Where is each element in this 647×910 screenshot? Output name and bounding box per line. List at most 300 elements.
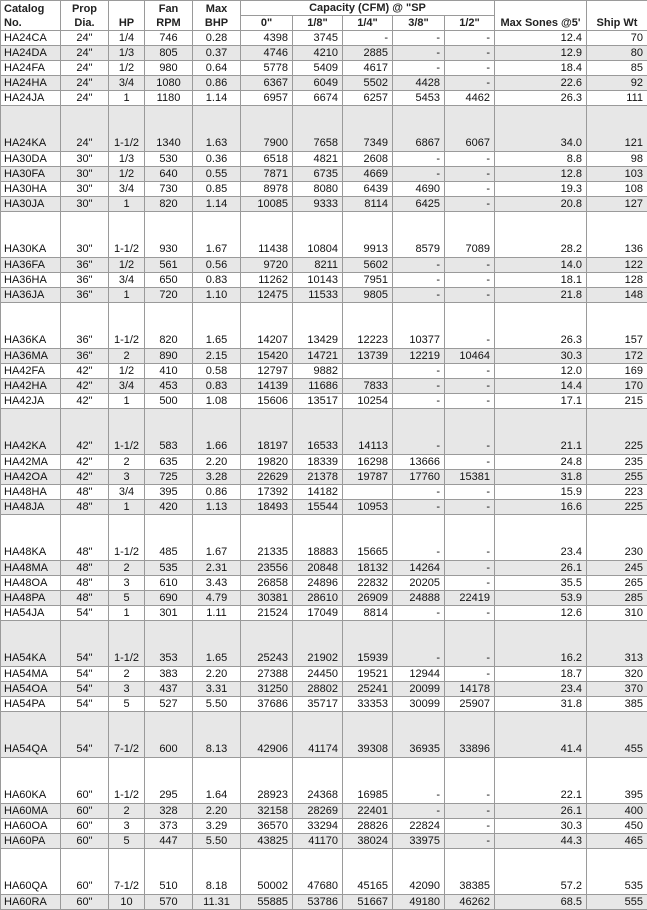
cfm-1-2-cell: - (445, 46, 495, 61)
cfm-1-4-cell: 45165 (343, 849, 393, 895)
max-bhp-cell: 1.66 (193, 409, 241, 455)
cfm-1-4-cell: 2885 (343, 46, 393, 61)
cfm-1-4-cell: 5602 (343, 258, 393, 273)
cfm-3-8-cell: 8579 (393, 212, 445, 258)
cfm-3-8-cell: - (393, 31, 445, 46)
catalog-cell: HA48MA (1, 561, 61, 576)
prop-dia-cell: 48" (61, 561, 109, 576)
cfm-3-8-cell: 5453 (393, 91, 445, 106)
fan-rpm-cell: 561 (145, 258, 193, 273)
table-row (1, 485, 647, 500)
max-bhp-cell: 8.13 (193, 712, 241, 758)
cfm-1-4-cell: 9805 (343, 288, 393, 303)
ship-wt-cell: 555 (587, 895, 647, 910)
max-bhp-cell: 5.50 (193, 834, 241, 849)
prop-dia-cell: 30" (61, 182, 109, 197)
max-bhp-cell: 2.15 (193, 349, 241, 364)
prop-dia-cell: 42" (61, 455, 109, 470)
table-row (1, 167, 647, 182)
cfm-1-2-cell: - (445, 273, 495, 288)
max-bhp-cell: 0.28 (193, 31, 241, 46)
max-sones-cell: 26.3 (495, 91, 587, 106)
cfm-1-8-cell: 53786 (293, 895, 343, 910)
cfm-0-cell: 30381 (241, 591, 293, 606)
hp-cell: 2 (109, 561, 145, 576)
ship-wt-cell: 370 (587, 682, 647, 697)
cfm-1-2-cell: 38385 (445, 849, 495, 895)
fan-rpm-cell: 1180 (145, 91, 193, 106)
fan-rpm-cell: 328 (145, 804, 193, 819)
max-bhp-cell: 11.31 (193, 895, 241, 910)
prop-dia-cell: 60" (61, 895, 109, 910)
table-row (1, 712, 647, 758)
table-row (1, 576, 647, 591)
table-row (1, 46, 647, 61)
fan-rpm-cell: 720 (145, 288, 193, 303)
cfm-0-cell: 50002 (241, 849, 293, 895)
fan-rpm-cell: 890 (145, 349, 193, 364)
cfm-1-8-cell: 10804 (293, 212, 343, 258)
cfm-1-2-cell: - (445, 288, 495, 303)
max-sones-cell: 16.2 (495, 621, 587, 667)
cfm-1-4-cell: 33353 (343, 697, 393, 712)
hp-cell: 1/2 (109, 167, 145, 182)
cfm-1-4-cell: 28826 (343, 819, 393, 834)
cfm-1-2-cell: - (445, 152, 495, 167)
fan-rpm-cell: 725 (145, 470, 193, 485)
ship-wt-cell: 310 (587, 606, 647, 621)
prop-dia-cell: 54" (61, 697, 109, 712)
max-bhp-cell: 1.63 (193, 106, 241, 152)
cfm-0-cell: 14207 (241, 303, 293, 349)
catalog-cell: HA30DA (1, 152, 61, 167)
hp-cell: 3 (109, 470, 145, 485)
cfm-3-8-cell: 33975 (393, 834, 445, 849)
catalog-cell: HA36FA (1, 258, 61, 273)
cfm-1-4-cell: 15665 (343, 515, 393, 561)
max-bhp-cell: 1.14 (193, 197, 241, 212)
hp-cell: 2 (109, 455, 145, 470)
prop-dia-cell: 36" (61, 288, 109, 303)
hp-cell: 1-1/2 (109, 621, 145, 667)
header-prop-dia: Prop Dia. (61, 1, 109, 31)
hp-cell: 1 (109, 197, 145, 212)
cfm-0-cell: 22629 (241, 470, 293, 485)
hp-cell: 1 (109, 500, 145, 515)
table-row (1, 61, 647, 76)
max-sones-cell: 21.1 (495, 409, 587, 455)
cfm-1-4-cell: 7951 (343, 273, 393, 288)
cfm-1-8-cell: 9333 (293, 197, 343, 212)
hp-cell: 1-1/2 (109, 106, 145, 152)
cfm-1-4-cell: 7833 (343, 379, 393, 394)
ship-wt-cell: 223 (587, 485, 647, 500)
catalog-cell: HA24DA (1, 46, 61, 61)
cfm-1-8-cell: 21378 (293, 470, 343, 485)
fan-rpm-cell: 535 (145, 561, 193, 576)
hp-cell: 5 (109, 834, 145, 849)
catalog-cell: HA60QA (1, 849, 61, 895)
cfm-1-4-cell: 10953 (343, 500, 393, 515)
fan-rpm-cell: 395 (145, 485, 193, 500)
cfm-0-cell: 6518 (241, 152, 293, 167)
prop-dia-cell: 48" (61, 500, 109, 515)
ship-wt-cell: 103 (587, 167, 647, 182)
ship-wt-cell: 127 (587, 197, 647, 212)
hp-cell: 3/4 (109, 273, 145, 288)
cfm-3-8-cell: - (393, 515, 445, 561)
max-sones-cell: 12.8 (495, 167, 587, 182)
hp-cell: 1 (109, 394, 145, 409)
cfm-3-8-cell: - (393, 273, 445, 288)
ship-wt-cell: 148 (587, 288, 647, 303)
ship-wt-cell: 169 (587, 364, 647, 379)
cfm-1-8-cell: 33294 (293, 819, 343, 834)
table-row (1, 895, 647, 910)
prop-dia-cell: 60" (61, 758, 109, 804)
hp-cell: 3/4 (109, 379, 145, 394)
fan-rpm-cell: 640 (145, 167, 193, 182)
catalog-cell: HA36MA (1, 349, 61, 364)
cfm-1-2-cell: - (445, 379, 495, 394)
hp-cell: 2 (109, 349, 145, 364)
cfm-1-4-cell: 22401 (343, 804, 393, 819)
cfm-3-8-cell: 13666 (393, 455, 445, 470)
prop-dia-cell: 24" (61, 31, 109, 46)
cfm-0-cell: 37686 (241, 697, 293, 712)
cfm-3-8-cell: - (393, 485, 445, 500)
ship-wt-cell: 285 (587, 591, 647, 606)
cfm-3-8-cell: 4690 (393, 182, 445, 197)
hp-cell: 1/2 (109, 258, 145, 273)
prop-dia-cell: 24" (61, 106, 109, 152)
cfm-1-4-cell: 16985 (343, 758, 393, 804)
ship-wt-cell: 85 (587, 61, 647, 76)
cfm-0-cell: 26858 (241, 576, 293, 591)
catalog-cell: HA36HA (1, 273, 61, 288)
hp-cell: 5 (109, 591, 145, 606)
max-sones-cell: 26.1 (495, 804, 587, 819)
header-capacity: Capacity (CFM) @ "SP (241, 1, 495, 16)
cfm-3-8-cell: - (393, 258, 445, 273)
table-row (1, 500, 647, 515)
cfm-1-2-cell: - (445, 182, 495, 197)
cfm-0-cell: 18197 (241, 409, 293, 455)
fan-rpm-cell: 353 (145, 621, 193, 667)
cfm-1-2-cell: - (445, 394, 495, 409)
max-sones-cell: 23.4 (495, 682, 587, 697)
max-sones-cell: 26.1 (495, 561, 587, 576)
hp-cell: 1 (109, 91, 145, 106)
ship-wt-cell: 111 (587, 91, 647, 106)
fan-rpm-cell: 635 (145, 455, 193, 470)
cfm-1-4-cell: 22832 (343, 576, 393, 591)
fan-rpm-cell: 295 (145, 758, 193, 804)
cfm-3-8-cell: 20205 (393, 576, 445, 591)
catalog-cell: HA42JA (1, 394, 61, 409)
fan-rpm-cell: 746 (145, 31, 193, 46)
cfm-1-8-cell: 6674 (293, 91, 343, 106)
cfm-1-2-cell: - (445, 197, 495, 212)
table-row (1, 819, 647, 834)
cfm-1-8-cell: 5409 (293, 61, 343, 76)
cfm-1-8-cell: 41174 (293, 712, 343, 758)
table-row (1, 76, 647, 91)
cfm-1-4-cell (343, 364, 393, 379)
catalog-cell: HA24CA (1, 31, 61, 46)
max-bhp-cell: 0.58 (193, 364, 241, 379)
header-fan-rpm: Fan RPM (145, 1, 193, 31)
max-sones-cell: 12.6 (495, 606, 587, 621)
cfm-0-cell: 23556 (241, 561, 293, 576)
ship-wt-cell: 225 (587, 500, 647, 515)
prop-dia-cell: 24" (61, 76, 109, 91)
cfm-0-cell: 15606 (241, 394, 293, 409)
ship-wt-cell: 385 (587, 697, 647, 712)
cfm-1-4-cell: 6257 (343, 91, 393, 106)
fan-rpm-cell: 510 (145, 849, 193, 895)
ship-wt-cell: 265 (587, 576, 647, 591)
cfm-1-2-cell: 6067 (445, 106, 495, 152)
catalog-cell: HA30KA (1, 212, 61, 258)
cfm-0-cell: 32158 (241, 804, 293, 819)
cfm-1-8-cell: 4210 (293, 46, 343, 61)
catalog-cell: HA30JA (1, 197, 61, 212)
cfm-1-8-cell: 8211 (293, 258, 343, 273)
catalog-cell: HA60MA (1, 804, 61, 819)
max-bhp-cell: 2.20 (193, 667, 241, 682)
cfm-3-8-cell: 12219 (393, 349, 445, 364)
catalog-cell: HA42FA (1, 364, 61, 379)
cfm-3-8-cell: 36935 (393, 712, 445, 758)
cfm-1-8-cell: 10143 (293, 273, 343, 288)
catalog-cell: HA60PA (1, 834, 61, 849)
catalog-cell: HA30FA (1, 167, 61, 182)
cfm-0-cell: 21524 (241, 606, 293, 621)
fan-rpm-cell: 410 (145, 364, 193, 379)
ship-wt-cell: 121 (587, 106, 647, 152)
catalog-cell: HA24HA (1, 76, 61, 91)
cfm-3-8-cell: - (393, 152, 445, 167)
fan-rpm-cell: 485 (145, 515, 193, 561)
header-max-bhp: Max BHP (193, 1, 241, 31)
cfm-1-4-cell: 16298 (343, 455, 393, 470)
cfm-1-2-cell: 4462 (445, 91, 495, 106)
cfm-3-8-cell: - (393, 804, 445, 819)
ship-wt-cell: 395 (587, 758, 647, 804)
cfm-1-2-cell: - (445, 31, 495, 46)
cfm-1-4-cell: 8114 (343, 197, 393, 212)
max-sones-cell: 34.0 (495, 106, 587, 152)
prop-dia-cell: 60" (61, 849, 109, 895)
cfm-1-2-cell: - (445, 606, 495, 621)
fan-rpm-cell: 570 (145, 895, 193, 910)
fan-rpm-cell: 980 (145, 61, 193, 76)
cfm-1-8-cell: 3745 (293, 31, 343, 46)
fan-rpm-cell: 805 (145, 46, 193, 61)
cfm-1-8-cell: 17049 (293, 606, 343, 621)
cfm-0-cell: 31250 (241, 682, 293, 697)
cfm-1-4-cell: 10254 (343, 394, 393, 409)
cfm-3-8-cell: 10377 (393, 303, 445, 349)
catalog-cell: HA24KA (1, 106, 61, 152)
cfm-0-cell: 43825 (241, 834, 293, 849)
cfm-1-8-cell: 8080 (293, 182, 343, 197)
max-bhp-cell: 8.18 (193, 849, 241, 895)
cfm-1-2-cell: 25907 (445, 697, 495, 712)
ship-wt-cell: 98 (587, 152, 647, 167)
cfm-1-8-cell: 13517 (293, 394, 343, 409)
cfm-1-2-cell: - (445, 758, 495, 804)
max-bhp-cell: 1.14 (193, 91, 241, 106)
prop-dia-cell: 54" (61, 712, 109, 758)
cfm-1-4-cell: 2608 (343, 152, 393, 167)
table-row (1, 606, 647, 621)
max-bhp-cell: 0.85 (193, 182, 241, 197)
header-sp-1-8: 1/8" (293, 16, 343, 31)
max-bhp-cell: 0.55 (193, 167, 241, 182)
max-sones-cell: 17.1 (495, 394, 587, 409)
table-row (1, 288, 647, 303)
prop-dia-cell: 54" (61, 682, 109, 697)
ship-wt-cell: 108 (587, 182, 647, 197)
ship-wt-cell: 92 (587, 76, 647, 91)
cfm-0-cell: 7871 (241, 167, 293, 182)
max-sones-cell: 14.0 (495, 258, 587, 273)
cfm-1-8-cell: 24450 (293, 667, 343, 682)
table-row (1, 758, 647, 804)
prop-dia-cell: 24" (61, 46, 109, 61)
cfm-1-2-cell: - (445, 561, 495, 576)
cfm-1-4-cell: 4617 (343, 61, 393, 76)
cfm-1-8-cell: 28802 (293, 682, 343, 697)
cfm-1-8-cell: 13429 (293, 303, 343, 349)
catalog-cell: HA48JA (1, 500, 61, 515)
cfm-3-8-cell: - (393, 379, 445, 394)
max-sones-cell: 30.3 (495, 819, 587, 834)
ship-wt-cell: 136 (587, 212, 647, 258)
catalog-cell: HA54JA (1, 606, 61, 621)
max-sones-cell: 22.1 (495, 758, 587, 804)
hp-cell: 7-1/2 (109, 712, 145, 758)
hp-cell: 1-1/2 (109, 303, 145, 349)
hp-cell: 5 (109, 697, 145, 712)
table-row (1, 197, 647, 212)
prop-dia-cell: 30" (61, 197, 109, 212)
ship-wt-cell: 70 (587, 31, 647, 46)
prop-dia-cell: 30" (61, 212, 109, 258)
table-row (1, 258, 647, 273)
hp-cell: 3/4 (109, 485, 145, 500)
hp-cell: 3 (109, 819, 145, 834)
cfm-1-8-cell: 18339 (293, 455, 343, 470)
cfm-1-2-cell: - (445, 667, 495, 682)
max-bhp-cell: 5.50 (193, 697, 241, 712)
fan-rpm-cell: 820 (145, 197, 193, 212)
cfm-1-2-cell: 33896 (445, 712, 495, 758)
hp-cell: 1 (109, 606, 145, 621)
max-sones-cell: 57.2 (495, 849, 587, 895)
ship-wt-cell: 535 (587, 849, 647, 895)
cfm-3-8-cell: 14264 (393, 561, 445, 576)
header-catalog: Catalog No. (1, 1, 61, 31)
fan-rpm-cell: 453 (145, 379, 193, 394)
cfm-1-4-cell: - (343, 31, 393, 46)
cfm-3-8-cell: 4428 (393, 76, 445, 91)
ship-wt-cell: 157 (587, 303, 647, 349)
cfm-1-2-cell: 14178 (445, 682, 495, 697)
cfm-1-2-cell: - (445, 258, 495, 273)
cfm-1-4-cell: 12223 (343, 303, 393, 349)
max-sones-cell: 23.4 (495, 515, 587, 561)
cfm-1-2-cell: - (445, 834, 495, 849)
fan-rpm-cell: 583 (145, 409, 193, 455)
cfm-3-8-cell: - (393, 167, 445, 182)
hp-cell: 3/4 (109, 76, 145, 91)
fan-rpm-cell: 690 (145, 591, 193, 606)
cfm-3-8-cell: 30099 (393, 697, 445, 712)
max-bhp-cell: 0.83 (193, 379, 241, 394)
table-row (1, 667, 647, 682)
fan-rpm-cell: 447 (145, 834, 193, 849)
cfm-0-cell: 14139 (241, 379, 293, 394)
fan-rpm-cell: 500 (145, 394, 193, 409)
max-bhp-cell: 1.13 (193, 500, 241, 515)
max-sones-cell: 12.9 (495, 46, 587, 61)
catalog-cell: HA36JA (1, 288, 61, 303)
catalog-cell: HA42OA (1, 470, 61, 485)
cfm-3-8-cell: - (393, 46, 445, 61)
max-sones-cell: 28.2 (495, 212, 587, 258)
fan-rpm-cell: 383 (145, 667, 193, 682)
prop-dia-cell: 48" (61, 515, 109, 561)
table-body (1, 31, 647, 910)
cfm-1-2-cell: 22419 (445, 591, 495, 606)
catalog-cell: HA48HA (1, 485, 61, 500)
hp-cell: 1-1/2 (109, 758, 145, 804)
max-bhp-cell: 1.67 (193, 515, 241, 561)
hp-cell: 3/4 (109, 182, 145, 197)
cfm-0-cell: 11438 (241, 212, 293, 258)
cfm-1-4-cell: 19521 (343, 667, 393, 682)
max-bhp-cell: 0.36 (193, 152, 241, 167)
cfm-0-cell: 9720 (241, 258, 293, 273)
cfm-1-2-cell: - (445, 500, 495, 515)
max-sones-cell: 19.3 (495, 182, 587, 197)
cfm-1-2-cell: 15381 (445, 470, 495, 485)
catalog-cell: HA30HA (1, 182, 61, 197)
prop-dia-cell: 60" (61, 819, 109, 834)
ship-wt-cell: 455 (587, 712, 647, 758)
hp-cell: 10 (109, 895, 145, 910)
ship-wt-cell: 172 (587, 349, 647, 364)
cfm-1-4-cell: 25241 (343, 682, 393, 697)
catalog-cell: HA48PA (1, 591, 61, 606)
catalog-cell: HA60RA (1, 895, 61, 910)
prop-dia-cell: 54" (61, 606, 109, 621)
prop-dia-cell: 48" (61, 591, 109, 606)
max-sones-cell: 53.9 (495, 591, 587, 606)
max-bhp-cell: 1.65 (193, 621, 241, 667)
header-max-sones: Max Sones @5' (495, 1, 587, 31)
cfm-0-cell: 10085 (241, 197, 293, 212)
cfm-1-8-cell: 24368 (293, 758, 343, 804)
table-row (1, 834, 647, 849)
cfm-1-2-cell: - (445, 303, 495, 349)
ship-wt-cell: 255 (587, 470, 647, 485)
cfm-1-4-cell: 4669 (343, 167, 393, 182)
table-row (1, 682, 647, 697)
